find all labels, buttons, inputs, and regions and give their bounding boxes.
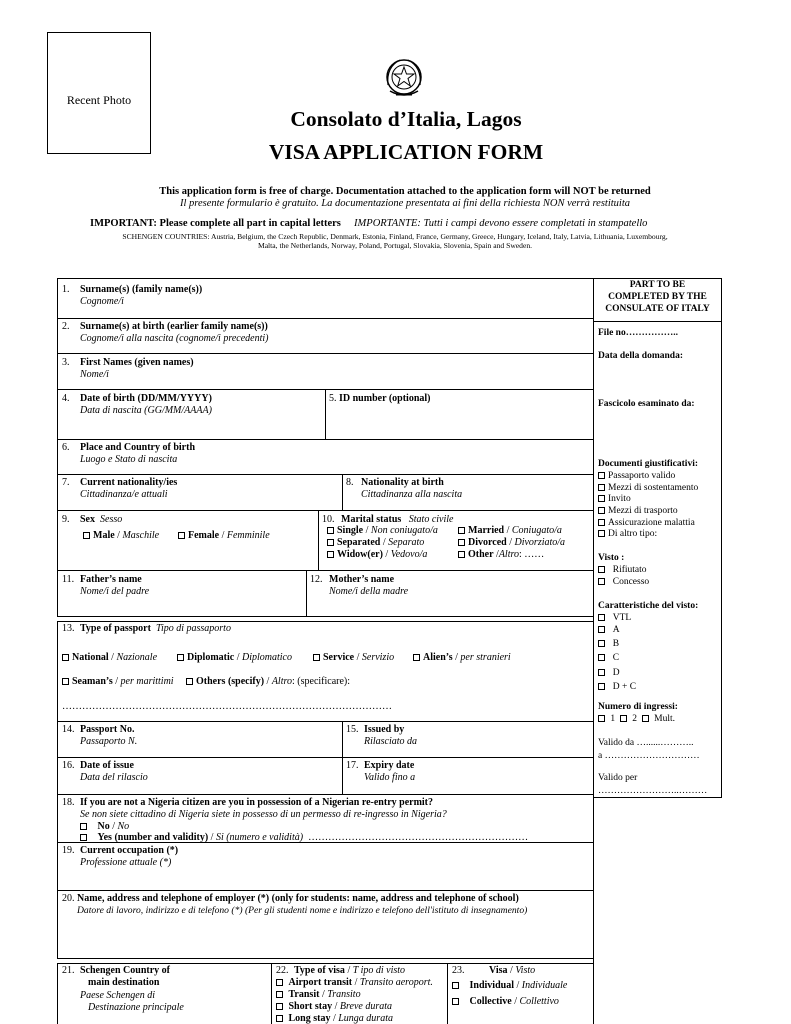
consulate-heading-2: COMPLETED BY THE [608,292,707,302]
visto-checkbox[interactable] [598,566,605,573]
female-label-it: Femminile [226,530,270,541]
field-13-it: Tipo di passaporto [155,623,231,634]
airport-transit-checkbox[interactable] [276,979,283,986]
field-4-it: Data di nascita (GG/MM/AAAA) [80,405,212,416]
visa-type-label: C [612,653,620,663]
free-notice-it: Il presente formulario è gratuito. La documentazione presentata ai fini della richiesta NON verrà restituita [179,198,630,209]
field-23-it: Visto [515,965,536,976]
passport-diplomatic-option[interactable]: Diplomatic / Diplomatico [177,652,292,663]
important-en: IMPORTANT: Please complete all part in capital letters [90,218,341,229]
field-19-en: Current occupation (*) [80,845,179,856]
other-dots: : …… [519,549,545,560]
field-number: 12. [310,574,323,585]
other-label-it: Altro [498,549,520,560]
field-9-en: Sex [80,514,95,525]
consulate-heading-1: PART TO BE [629,280,686,290]
collective-label: Collective [469,996,512,1007]
field-number: 16. [62,760,75,771]
field-13-en: Type of passport [80,623,151,634]
long-stay-label-it: Lunga durata [338,1013,393,1024]
visa-type-item[interactable] [598,625,620,635]
schengen-countries-1: SCHENGEN COUNTRIES: Austria, Belgium, the Czech Republic, Denmark, Estonia, Finland, France, Germany, Greece, Hungary, Iceland, Italy, Latvia, Lithuania, Luxembourg, [122,232,668,241]
single-checkbox[interactable] [327,527,334,534]
field-number: 17. [346,760,359,771]
field-23-en: Visa [489,965,508,976]
field-8-en: Nationality at birth [361,477,444,488]
field-12-label [310,574,409,597]
field-1-it: Cognome/i [80,296,124,307]
visa-type-checkbox[interactable] [598,626,605,633]
file-no: File no…………….. [598,328,678,338]
field-11-en: Father’s name [80,574,142,585]
marital-divorced-option[interactable]: Divorced / Divorziato/a [458,537,565,548]
marital-single-option[interactable]: Single / Non coniugato/a [327,525,438,536]
service-label: Service [323,652,355,663]
others-checkbox[interactable] [186,678,193,685]
diplomatic-label-it: Diplomatico [242,652,292,663]
ingressi-checkbox[interactable] [598,715,605,722]
widow-label-it: Vedovo/a [390,549,428,560]
field-2-en: Surname(s) at birth (earlier family name(s)) [80,321,268,332]
doc-checkbox[interactable] [598,507,605,514]
field-17-en: Expiry date [364,760,415,771]
short-stay-label: Short stay [288,1001,333,1012]
diplomatic-label: Diplomatic [187,652,235,663]
field-number: 5. [329,393,337,404]
field-number: 11. [62,574,75,585]
other-label: Other [468,549,494,560]
field-16-label [62,760,148,783]
italian-emblem-icon [382,55,426,103]
visa-type-item[interactable] [598,613,631,623]
visa-type-item[interactable] [598,682,636,692]
field-21-en-2: main destination [88,977,160,988]
field-4-label [62,393,212,416]
field-22-en: Type of visa [294,965,345,976]
field-3-it: Nome/i [80,369,109,380]
visa-type-item[interactable] [598,668,620,678]
field-13-label [62,623,231,634]
field-9-it: Sesso [100,514,123,525]
ingressi-checkbox[interactable] [620,715,627,722]
visto-checkbox[interactable] [598,578,605,585]
aliens-label-it: per stranieri [460,652,511,663]
field-21-en-1: Schengen Country of [80,965,171,976]
visa-type-label: VTL [612,613,632,623]
visa-type-checkbox[interactable] [598,614,605,621]
numero-heading: Numero di ingressi: [598,702,678,712]
field-8-it: Cittadinanza alla nascita [361,489,463,500]
separated-label-it: Separato [388,537,425,548]
field-2-label [62,321,269,344]
field-number: 3. [62,357,70,368]
seamans-label-it: per marittimi [120,676,174,687]
separated-checkbox[interactable] [327,539,334,546]
doc-item[interactable] [598,529,657,539]
form-title: VISA APPLICATION FORM [268,140,544,164]
ingressi-label: Mult. [654,714,675,724]
collective-checkbox[interactable] [452,998,459,1005]
visa-collective-option[interactable]: Collective / Collettivo [452,996,559,1007]
sex-female-option[interactable]: Female / Femminile [178,530,270,541]
field-number: 22. [276,965,289,976]
valido-per-dots: ……………………..……… [598,786,708,796]
visa-type-label: D + C [612,682,637,692]
field-number: 19. [62,845,75,856]
field-16-it: Data del rilascio [80,772,148,783]
field-5-label [329,393,431,404]
national-label: National [72,652,109,663]
doc-checkbox[interactable] [598,519,605,526]
male-label: Male [93,530,115,541]
field-17-label [346,760,416,783]
field-22-label: 22. Type of visa / T ipo di visto [276,965,406,976]
field-7-label [62,477,178,500]
yes-dots: ………………………………………………………… [308,832,529,843]
visto-label: Concesso [612,577,650,587]
field-3-en: First Names (given names) [80,357,194,368]
field-12-it: Nome/i della madre [329,586,409,597]
doc-checkbox[interactable] [598,495,605,502]
field-number: 15. [346,724,359,735]
field-number: 2. [62,321,70,332]
others-label: Others (specify) [196,676,265,687]
yes-label-it: Si (numero e validità) [215,832,304,843]
individual-label: Individual [469,980,514,991]
field-15-label [346,724,418,747]
doc-label: Di altro tipo: [608,529,658,539]
field-number: 13. [62,623,75,634]
important-it: IMPORTANTE: Tutti i campi devono essere completati in stampatello [354,218,648,229]
doc-checkbox[interactable] [598,530,605,537]
passport-seamans-option[interactable]: Seaman’s / per marittimi [62,676,174,687]
field-20-label [62,893,519,904]
sex-male-option[interactable]: Male / Maschile [83,530,159,541]
visa-airport-transit-option[interactable]: Airport transit / Transito aeroport. [276,977,433,988]
widow-checkbox[interactable] [327,551,334,558]
visa-type-checkbox[interactable] [598,654,605,661]
married-label: Married [468,525,505,536]
field-11-it: Nome/i del padre [80,586,150,597]
field-18-en: If you are not a Nigeria citizen are you in possession of a Nigerian re-entry permit? [80,797,434,808]
service-label-it: Servizio [361,652,395,663]
divorced-label: Divorced [468,537,507,548]
reentry-yes-checkbox[interactable] [80,834,87,841]
field-21-it-2: Destinazione principale [88,1002,184,1013]
visto-item[interactable] [598,577,649,587]
individual-checkbox[interactable] [452,982,459,989]
collective-label-it: Collettivo [519,996,559,1007]
male-label-it: Maschile [122,530,160,541]
visa-type-label: B [612,639,620,649]
field-18-label [62,797,447,820]
visa-type-item[interactable] [598,653,619,663]
other-checkbox[interactable] [458,551,465,558]
field-number: 21. [62,965,75,976]
doc-label: Mezzi di trasporto [608,506,678,516]
field-22-it: T ipo di visto [352,965,406,976]
visa-short-stay-option[interactable]: Short stay / Breve durata [276,1001,392,1012]
reentry-yes-option[interactable]: Yes (number and validity) / Si (numero e validità) ………………………………………………………… [80,832,528,843]
doc-label: Mezzi di sostentamento [608,483,699,493]
marital-married-option[interactable]: Married / Coniugato/a [458,525,562,536]
others-label-it: Altro [271,676,293,687]
field-14-it: Passaporto N. [80,736,138,747]
individual-label-it: Individuale [521,980,568,991]
doc-label: Passaporto valido [608,471,676,481]
field-7-en: Current nationality/ies [80,477,178,488]
field-14-en: Passport No. [80,724,135,735]
long-stay-checkbox[interactable] [276,1015,283,1022]
reentry-no-option[interactable]: No / No [80,821,129,832]
visa-individual-option[interactable]: Individual / Individuale [452,980,567,991]
field-number: 18. [62,797,75,808]
passport-others-dots: ……………………………………………………………………………………… [62,701,392,712]
field-18-it: Se non siete cittadino di Nigeria siete in possesso di un permesso di re-ingresso in Nigeria? [80,809,447,820]
transit-label-it: Transito [327,989,361,1000]
single-label-it: Non coniugato/a [370,525,438,536]
aliens-checkbox[interactable] [413,654,420,661]
data-domanda: Data della domanda: [598,351,683,361]
field-16-en: Date of issue [80,760,134,771]
field-number: 20. [62,893,75,904]
visa-type-label: D [612,668,620,678]
field-number: 10. [322,514,335,525]
transit-checkbox[interactable] [276,991,283,998]
marital-other-option[interactable]: Other /Altro: …… [458,549,544,560]
field-number: 9. [62,514,70,525]
field-20-it: Datore di lavoro, indirizzo e di telefono (*) (Per gli studenti nome e indirizzo e telefono dell'istituto di insegnamento) [77,905,528,916]
marital-separated-option[interactable]: Separated / Separato [327,537,424,548]
doc-item[interactable] [598,518,695,528]
field-number: 1. [62,284,70,295]
national-label-it: Nazionale [116,652,158,663]
field-number: 8. [346,477,354,488]
field-6-label [62,442,195,465]
visto-label: Rifiutato [612,565,647,575]
valido-a: a ………………………… [598,751,700,761]
field-15-en: Issued by [364,724,405,735]
widow-label: Widow(er) [337,549,383,560]
visa-transit-option[interactable]: Transit / Transito [276,989,361,1000]
service-checkbox[interactable] [313,654,320,661]
valido-per: Valido per [598,773,638,783]
visa-type-item[interactable] [598,639,619,649]
ingressi-options [598,714,675,724]
field-12-en: Mother’s name [329,574,395,585]
visa-type-checkbox[interactable] [598,683,605,690]
doc-item[interactable] [598,483,698,493]
visa-type-checkbox[interactable] [598,669,605,676]
airport-transit-label-it: Transito aeroport. [359,977,433,988]
doc-label: Invito [608,494,631,504]
field-7-it: Cittadinanza/e attuali [80,489,168,500]
field-4-en: Date of birth (DD/MM/YYYY) [80,393,212,404]
yes-label: Yes (number and validity) [97,832,209,843]
field-10-label [322,514,454,525]
field-number: 6. [62,442,70,453]
visa-type-checkbox[interactable] [598,640,605,647]
doc-item[interactable] [598,471,675,481]
visa-type-label: A [612,625,620,635]
doc-item[interactable] [598,494,631,504]
field-15-it: Rilasciato da [364,736,418,747]
diplomatic-checkbox[interactable] [177,654,184,661]
field-3-label [62,357,194,380]
field-6-en: Place and Country of birth [80,442,195,453]
free-notice: This application form is free of charge. Documentation attached to the application form will NOT be returned [159,186,651,197]
no-label-it: No [117,821,130,832]
field-9-label [62,514,123,525]
long-stay-label: Long stay [288,1013,331,1024]
field-6-it: Luogo e Stato di nascita [80,454,178,465]
field-8-label [346,477,463,500]
no-label: No [97,821,110,832]
field-1-label [62,284,203,307]
important-notice [90,218,647,229]
valido-da: Valido da …......……….. [598,738,694,748]
doc-item[interactable] [598,506,678,516]
married-checkbox[interactable] [458,527,465,534]
field-10-en: Marital status [341,514,402,525]
doc-checkbox[interactable] [598,484,605,491]
male-checkbox[interactable] [83,532,90,539]
field-11-label [62,574,150,597]
field-20-en: Name, address and telephone of employer (*) (only for students: name, address and telephone of school) [77,893,519,904]
field-19-label [62,845,179,868]
doc-checkbox[interactable] [598,472,605,479]
field-14-label [62,724,138,747]
transit-label: Transit [288,989,320,1000]
female-checkbox[interactable] [178,532,185,539]
field-19-it: Professione attuale (*) [80,857,172,868]
national-checkbox[interactable] [62,654,69,661]
field-21-label [62,965,170,976]
visa-long-stay-option[interactable]: Long stay / Lunga durata [276,1013,393,1024]
field-5-en: ID number (optional) [339,393,431,404]
field-number: 7. [62,477,70,488]
field-23-label: 23. Visa / Visto [452,965,536,976]
documenti-heading: Documenti giustificativi: [598,459,699,469]
passport-national-option[interactable]: National / Nazionale [62,652,157,663]
marital-widow-option[interactable]: Widow(er) / Vedovo/a [327,549,427,560]
visto-item[interactable] [598,565,647,575]
consulate-heading-3: CONSULATE OF ITALY [605,304,710,314]
married-label-it: Coniugato/a [511,525,562,536]
aliens-label: Alien’s [423,652,453,663]
field-number: 4. [62,393,70,404]
passport-others-option[interactable]: Others (specify) / Altro: (specificare): [186,676,350,687]
photo-box [47,32,151,154]
passport-service-option[interactable]: Service / Servizio [313,652,394,663]
field-2-it: Cognome/i alla nascita (cognome/i precedenti) [80,333,269,344]
ingressi-label: 2 [632,714,637,724]
divorced-checkbox[interactable] [458,539,465,546]
short-stay-checkbox[interactable] [276,1003,283,1010]
field-number: 14. [62,724,75,735]
field-number: 23. [452,965,465,976]
seamans-checkbox[interactable] [62,678,69,685]
ingressi-label: 1 [610,714,616,724]
caratteristiche-heading: Caratteristiche del visto: [598,601,699,611]
seamans-label: Seaman’s [72,676,113,687]
airport-transit-label: Airport transit [288,977,353,988]
others-tail: : (specificare): [292,676,351,687]
fascicolo: Fascicolo esaminato da: [598,399,695,409]
visto-heading: Visto : [598,553,625,563]
photo-label: Recent Photo [66,93,132,107]
separated-label: Separated [337,537,381,548]
single-label: Single [337,525,364,536]
passport-aliens-option[interactable]: Alien’s / per stranieri [413,652,511,663]
divorced-label-it: Divorziato/a [514,537,566,548]
schengen-countries-2: Malta, the Netherlands, Norway, Poland, Portugal, Slovakia, Slovenia, Spain and Sweden. [257,241,533,250]
reentry-no-checkbox[interactable] [80,823,87,830]
consulate-title: Consolato d’Italia, Lagos [290,107,522,131]
field-10-it: Stato civile [408,514,454,525]
field-21-it-1: Paese Schengen di [80,990,155,1001]
field-1-en: Surname(s) (family name(s)) [80,284,203,295]
female-label: Female [188,530,220,541]
short-stay-label-it: Breve durata [339,1001,393,1012]
doc-label: Assicurazione malattia [608,518,695,528]
field-17-it: Valido fino a [364,772,416,783]
ingressi-checkbox[interactable] [642,715,649,722]
